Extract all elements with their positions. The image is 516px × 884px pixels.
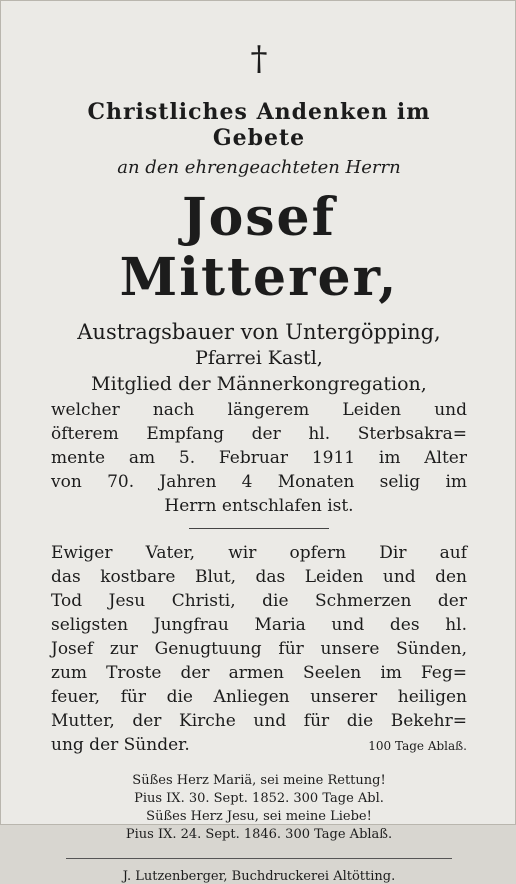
prayer-line: Josef zur Genugtuung für unsere Sünden, xyxy=(51,639,467,659)
membership: Mitglied der Männerkongregation, xyxy=(91,373,427,395)
indulgence-1-ref: Pius IX. 30. Sept. 1852. 300 Tage Abl. xyxy=(134,791,384,806)
footer-rule xyxy=(66,858,452,859)
prayer-line: feuer, für die Anliegen unserer heiligen xyxy=(51,687,467,707)
prayer-line: Tod Jesu Christi, die Schmerzen der xyxy=(51,591,467,611)
death-notice xyxy=(51,398,467,518)
prayer-indulgence: 100 Tage Ablaß. xyxy=(368,739,467,753)
indulgence-2-ref: Pius IX. 24. Sept. 1846. 300 Tage Ablaß. xyxy=(125,827,393,842)
prayer-line: das kostbare Blut, das Leiden und den xyxy=(51,567,467,587)
indulgence-1-title: Süßes Herz Mariä, sei meine Rettung! xyxy=(132,773,386,788)
prayer xyxy=(51,541,467,758)
parish: Pfarrei Kastl, xyxy=(195,347,323,369)
indulgence-2-title: Süßes Herz Jesu, sei meine Liebe! xyxy=(146,809,372,824)
deceased-name: Josef Mitterer, xyxy=(119,187,399,308)
prayer-line: Ewiger Vater, wir opfern Dir auf xyxy=(51,543,467,563)
death-line: öfterem Empfang der hl. Sterbsakra= xyxy=(51,424,467,444)
card-heading: Christliches Andenken im Gebete xyxy=(87,99,431,151)
printer-imprint: J. Lutzenberger, Buchdruckerei Altötting. xyxy=(122,869,396,884)
prayer-line: seligsten Jungfrau Maria und des hl. xyxy=(51,615,467,635)
card-content xyxy=(51,37,467,884)
occupation: Austragsbauer von Untergöpping, xyxy=(77,320,441,344)
death-line: von 70. Jahren 4 Monaten selig im xyxy=(51,472,467,492)
death-line: mente am 5. Februar 1911 im Alter xyxy=(51,448,467,468)
prayer-last-row xyxy=(51,733,467,758)
divider xyxy=(189,528,329,529)
death-line: welcher nach längerem Leiden und xyxy=(51,400,467,420)
card-subheading: an den ehrengeachteten Herrn xyxy=(117,157,401,178)
cross-icon: † xyxy=(250,39,268,79)
prayer-line: ung der Sünder. xyxy=(51,735,190,755)
prayer-line: zum Troste der armen Seelen im Feg= xyxy=(51,663,467,683)
prayer-line: Mutter, der Kirche und für die Bekehr= xyxy=(51,711,467,731)
death-line: Herrn entschlafen ist. xyxy=(164,496,354,516)
